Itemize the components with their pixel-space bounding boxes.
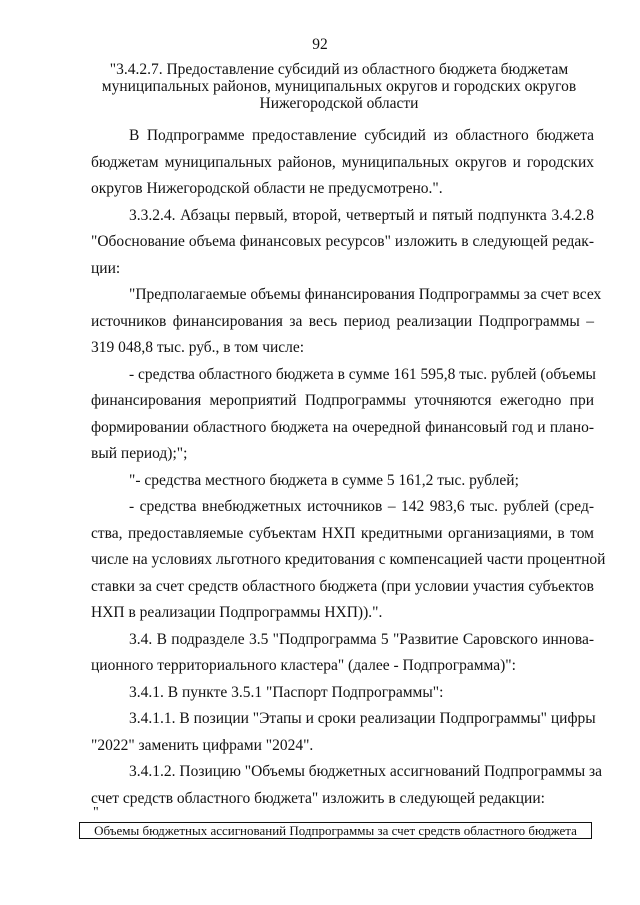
heading-line: Нижегородской области bbox=[259, 95, 419, 112]
paragraph-line: 3.4.1.2. Позицию "Объемы бюджетных ассигнований Подпрограммы за bbox=[129, 763, 603, 780]
paragraph-line: 3.3.2.4. Абзацы первый, второй, четвертый и пятый подпункта 3.4.2.8 bbox=[129, 206, 594, 224]
paragraph-line: ции: bbox=[91, 259, 121, 277]
paragraph-line: ционного территориального кластера" (далее - Подпрограмма)": bbox=[91, 657, 516, 674]
paragraph-line: "Предполагаемые объемы финансирования Подпрограммы за счет всех bbox=[129, 286, 602, 303]
paragraph-line: 3.4.1. В пункте 3.5.1 "Паспорт Подпрограммы": bbox=[129, 683, 444, 701]
heading-line: "3.4.2.7. Предоставление субсидий из областного бюджета бюджетам bbox=[109, 61, 569, 78]
body-text bbox=[91, 123, 606, 812]
heading-line: муниципальных районов, муниципальных округов и городских округов bbox=[101, 78, 577, 95]
paragraph-line: - средства областного бюджета в сумме 161 595,8 тыс. рублей (объемы bbox=[129, 365, 596, 383]
quote-mark: " bbox=[93, 805, 99, 820]
paragraph-line: "Обоснование объема финансовых ресурсов" изложить в следующей редак- bbox=[91, 233, 594, 250]
paragraph-line: формировании областного бюджета на очередной финансовый год и плано- bbox=[91, 418, 594, 436]
paragraph-line: В Подпрограмме предоставление субсидий из областного бюджета bbox=[129, 127, 594, 144]
paragraph-line: 3.4. В подразделе 3.5 "Подпрограмма 5 "Развитие Саровского иннова- bbox=[129, 630, 594, 648]
paragraph-line: бюджетам муниципальных районов, муниципальных округов и городских bbox=[91, 153, 594, 171]
table-header-cell: Объемы бюджетных ассигнований Подпрограммы за счет средств областного бюджета bbox=[79, 822, 592, 839]
paragraph-line: 319 048,8 тыс. руб., в том числе: bbox=[91, 339, 305, 356]
page-number: 92 bbox=[312, 36, 328, 53]
paragraph-line: ства, предоставляемые субъектам НХП кредитными организациями, в том bbox=[91, 524, 594, 542]
paragraph-line: - средства внебюджетных источников – 142 983,6 тыс. рублей (сред- bbox=[129, 498, 594, 515]
paragraph-line: числе на условиях льготного кредитования с компенсацией части процентной bbox=[91, 551, 606, 568]
paragraph-line: округов Нижегородской области не предусмотрено.". bbox=[91, 180, 443, 197]
paragraph-line: НХП в реализации Подпрограммы НХП)).". bbox=[91, 604, 383, 621]
paragraph-line: вый период);"; bbox=[91, 445, 188, 462]
paragraph-line: "2022" заменить цифрами "2024". bbox=[91, 736, 314, 754]
paragraph-line: счет средств областного бюджета" изложить в следующей редакции: bbox=[91, 789, 545, 807]
paragraph-line: финансирования мероприятий Подпрограммы уточняются ежегодно при bbox=[91, 392, 594, 409]
paragraph-line: ставки за счет средств областного бюджета (при условии участия субъектов bbox=[91, 577, 594, 595]
paragraph-line: источников финансирования за весь период реализации Подпрограммы – bbox=[91, 312, 594, 330]
paragraph-line: 3.4.1.1. В позиции "Этапы и сроки реализации Подпрограммы" цифры bbox=[129, 710, 596, 727]
section-heading bbox=[84, 61, 594, 112]
paragraph-line: "- средства местного бюджета в сумме 5 161,2 тыс. рублей; bbox=[129, 471, 519, 489]
